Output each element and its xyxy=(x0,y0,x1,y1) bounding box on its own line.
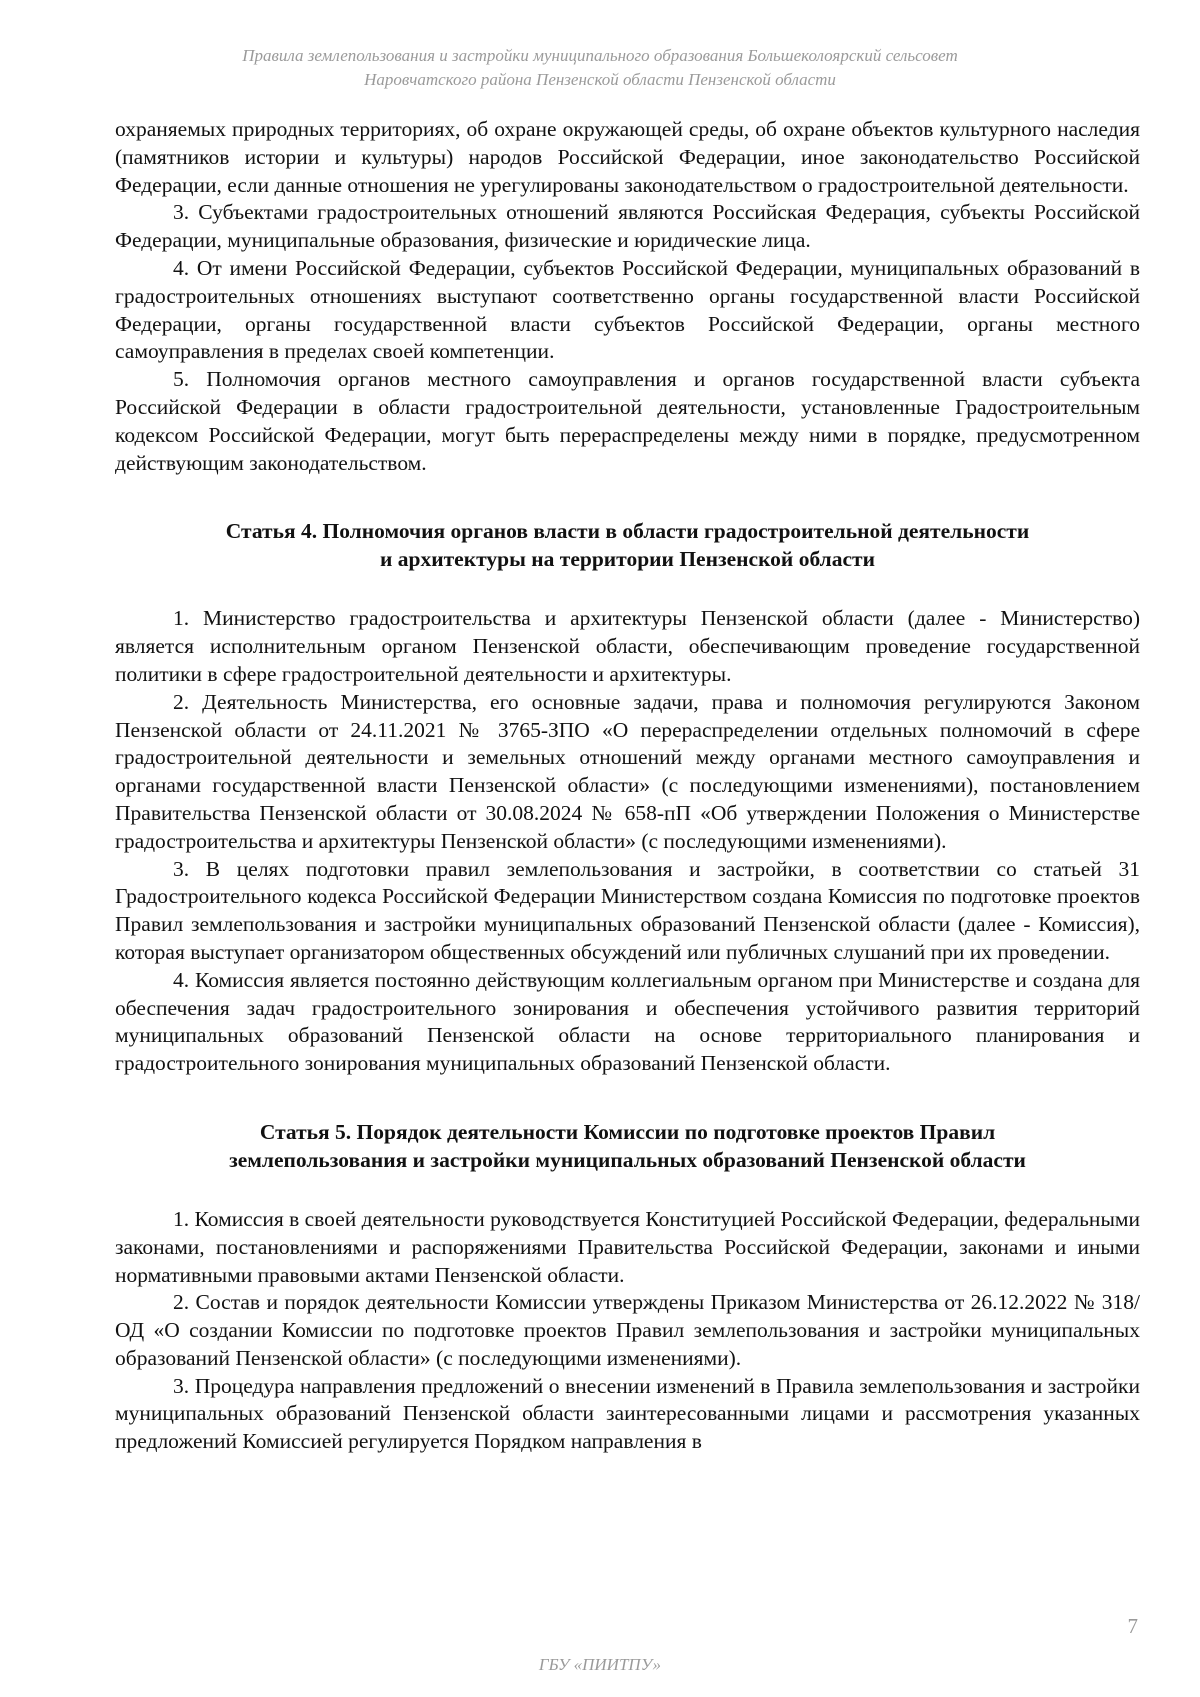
article-4-body xyxy=(115,605,1140,1078)
running-header-line-1: Правила землепользования и застройки муниципального образования Большеколоярский сельсовет xyxy=(242,46,958,65)
article-4-heading-line-1: Статья 4. Полномочия органов власти в области градостроительной деятельности xyxy=(225,519,1030,544)
paragraph: 2. Деятельность Министерства, его основные задачи, права и полномочия регулируются Законом Пензенской области от 24.11.2021 № 3765-ЗПО «О перераспределении отдельных полномочий в сфере градостроительной деятельности и земельных отношений между органами местного самоуправления и органами государственной власти Пензенской области» (с последующими изменениями), постановлением Правительства Пензенской области от 30.08.2024 № 658-пП «Об утверждении Положения о Министерстве градостроительства и архитектуры Пензенской области» (с последующими изменениями). xyxy=(115,689,1140,853)
paragraph: 3. В целях подготовки правил землепользования и застройки, в соответствии со статьей 31 Градостроительного кодекса Российской Федерации Министерством создана Комиссия по подготовке проектов Правил землепользования и застройки муниципальных образований Пензенской области (далее - Комиссия), которая выступает организатором общественных обсуждений или публичных слушаний при их проведении. xyxy=(115,856,1140,964)
paragraph: охраняемых природных территориях, об охране окружающей среды, об охране объектов культурного наследия (памятников истории и культуры) народов Российской Федерации, иное законодательство Российской Федерации, если данные отношения не урегулированы законодательством о градостроительной деятельности. xyxy=(115,117,1140,197)
paragraph: 4. Комиссия является постоянно действующим коллегиальным органом при Министерстве и создана для обеспечения задач градостроительного зонирования и обеспечения устойчивого развития территорий муниципальных образований Пензенской области на основе территориального планирования и градостроительного зонирования муниципальных образований Пензенской области. xyxy=(115,967,1140,1076)
article-4-heading-line-2: и архитектуры на территории Пензенской области xyxy=(380,547,875,572)
article-5-heading-line-2: землепользования и застройки муниципальных образований Пензенской области xyxy=(229,1147,1026,1172)
paragraph: 1. Министерство градостроительства и архитектуры Пензенской области (далее - Министерство) является исполнительным органом Пензенской области, обеспечивающим проведение государственной политики в сфере градостроительной деятельности и архитектуры. xyxy=(115,606,1140,686)
running-header-line-2: Наровчатского района Пензенской области Пензенской области xyxy=(364,70,836,89)
paragraph: 3. Субъектами градостроительных отношений являются Российская Федерация, субъекты Российской Федерации, муниципальные образования, физические и юридические лица. xyxy=(115,200,1140,253)
article-4-heading xyxy=(115,517,1140,573)
paragraph: 5. Полномочия органов местного самоуправления и органов государственной власти субъекта Российской Федерации в области градостроительной деятельности, установленные Градостроительным кодексом Российской Федерации, могут быть перераспределены между ними в порядке, предусмотренном действующим законодательством. xyxy=(115,367,1140,475)
paragraph: 3. Процедура направления предложений о внесении изменений в Правила землепользования и застройки муниципальных образований Пензенской области заинтересованными лицами и рассмотрения указанных предложений Комиссией регулируется Порядком направления в xyxy=(115,1373,1140,1454)
article-5-heading-line-1: Статья 5. Порядок деятельности Комиссии по подготовке проектов Правил xyxy=(259,1119,996,1144)
paragraph: 1. Комиссия в своей деятельности руководствуется Конституцией Российской Федерации, федеральными законами, постановлениями и распоряжениями Правительства Российской Федерации, законами и иными нормативными правовыми актами Пензенской области. xyxy=(115,1206,1140,1287)
page-number: 7 xyxy=(1127,1614,1138,1638)
document-body xyxy=(115,116,1140,1456)
running-footer: ГБУ «ПИИТПУ» xyxy=(538,1655,662,1674)
running-header xyxy=(150,44,1050,92)
article-5-heading xyxy=(115,1118,1140,1174)
article-5-body xyxy=(115,1206,1140,1456)
paragraph: 2. Состав и порядок деятельности Комиссии утверждены Приказом Министерства от 26.12.2022 № 318/ОД «О создании Комиссии по подготовке проектов Правил землепользования и застройки муниципальных образований Пензенской области» (с последующими изменениями). xyxy=(115,1290,1140,1370)
paragraph: 4. От имени Российской Федерации, субъектов Российской Федерации, муниципальных образований в градостроительных отношениях выступают соответственно органы государственной власти Российской Федерации, органы государственной власти субъектов Российской Федерации, органы местного самоуправления в пределах своей компетенции. xyxy=(115,255,1140,364)
